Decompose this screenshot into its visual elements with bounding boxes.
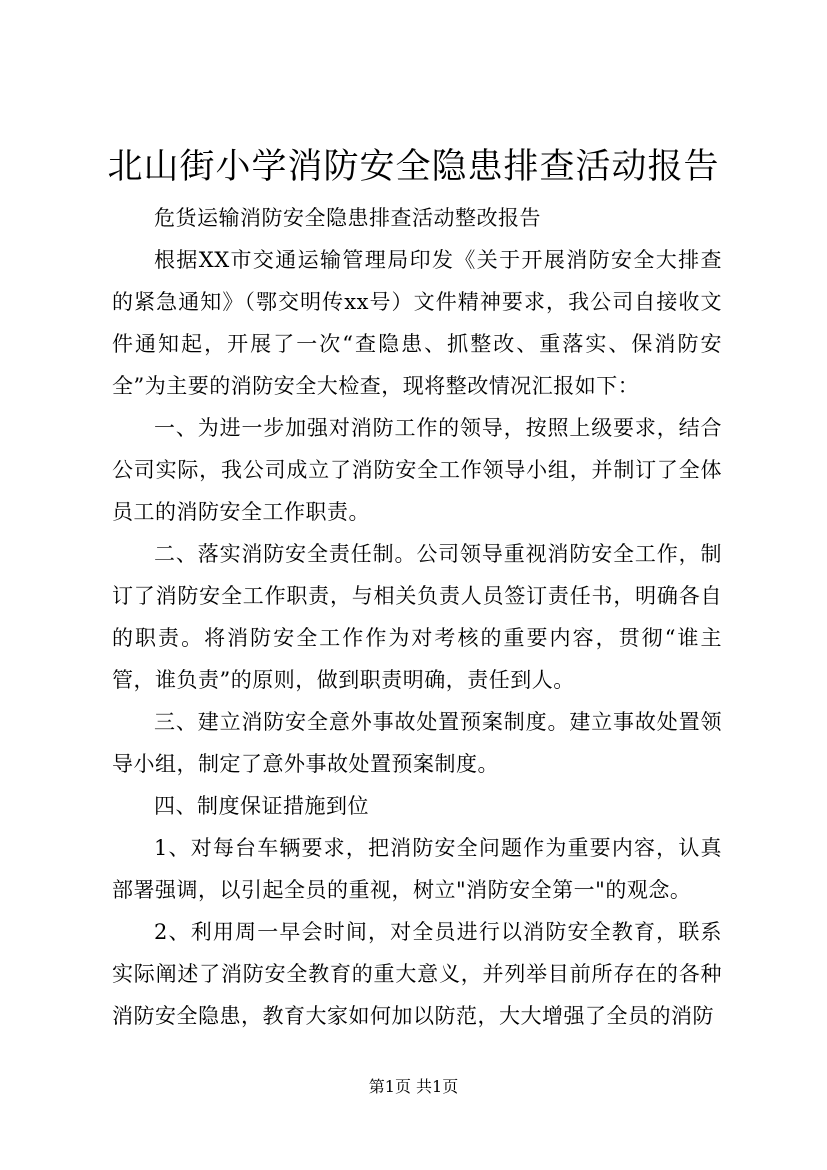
paragraph-subitem-2: 2、利用周一早会时间，对全员进行以消防安全教育，联系实际阐述了消防安全教育的重大意义，并列举目前所存在的各种消防安全隐患，教育大家如何加以防范，大大增强了全员的消防 xyxy=(112,920,722,1028)
document-body xyxy=(112,197,722,1037)
paragraph-item-3: 三、建立消防安全意外事故处置预案制度。建立事故处置领导小组，制定了意外事故处置预案制度。 xyxy=(112,710,722,776)
document-title: 北山街小学消防安全隐患排查活动报告 xyxy=(107,147,720,187)
paragraph-intro: 根据XX市交通运输管理局印发《关于开展消防安全大排查的紧急通知》（鄂交明传xx号）文件精神要求，我公司自接收文件通知起，开展了一次“查隐患、抓整改、重落实、保消防安全”为主要的消防安全大检查，现将整改情况汇报如下： xyxy=(112,248,722,398)
page-number-footer: 第1页 共1页 xyxy=(368,1077,459,1096)
paragraph-item-4: 四、制度保证措施到位 xyxy=(154,794,369,818)
paragraph-item-1: 一、为进一步加强对消防工作的领导，按照上级要求，结合公司实际，我公司成立了消防安全工作领导小组，并制订了全体员工的消防安全工作职责。 xyxy=(112,416,722,524)
paragraph-item-2: 二、落实消防安全责任制。公司领导重视消防安全工作，制订了消防安全工作职责，与相关负责人员签订责任书，明确各自的职责。将消防安全工作作为对考核的重要内容，贯彻“谁主管，谁负责”的原则，做到职责明确，责任到人。 xyxy=(112,542,722,692)
paragraph-subitem-1: 1、对每台车辆要求，把消防安全问题作为重要内容，认真部署强调，以引起全员的重视，树立"消防安全第一"的观念。 xyxy=(112,836,722,902)
paragraph-subtitle: 危货运输消防安全隐患排查活动整改报告 xyxy=(154,206,541,230)
